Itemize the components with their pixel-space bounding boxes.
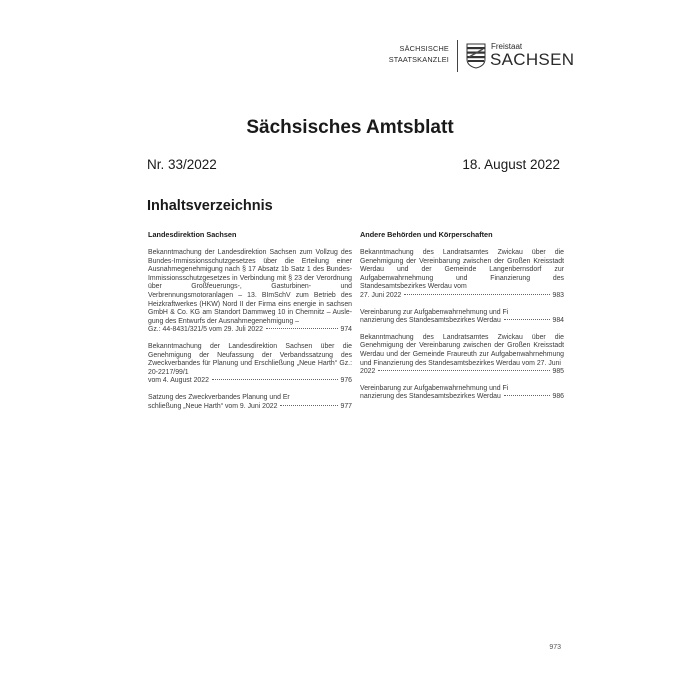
toc-heading: Inhaltsverzeichnis xyxy=(147,198,273,214)
dot-leader xyxy=(378,370,549,371)
toc-page-ref: 976 xyxy=(340,377,352,385)
dot-leader xyxy=(212,379,338,380)
toc-entry-text: Satzung des Zweckverbandes Planung und Er xyxy=(148,393,290,401)
section-heading: Landesdirektion Sachsen xyxy=(148,230,237,239)
toc-entry[interactable] xyxy=(360,385,564,402)
dot-leader xyxy=(404,294,549,295)
toc-entry[interactable] xyxy=(148,343,352,386)
saxony-crest-icon xyxy=(466,43,486,69)
dot-leader xyxy=(266,328,338,329)
toc-entry-last-line xyxy=(360,292,564,301)
toc-page-ref: 977 xyxy=(340,402,352,410)
toc-entry-text: Bekanntmachung der Landesdirektion Sachsen über die Genehmigung der Neufassung der Verbandssatzung des Zweckverbandes für Planung und Erschließung „Neue Harth“ Gz.: 20-2217/99/1 xyxy=(148,342,352,376)
freistaat-label: Freistaat xyxy=(491,42,523,51)
logo-divider xyxy=(457,40,458,72)
toc-entry-text-end: 27. Juni 2022 xyxy=(360,291,402,299)
toc-page-ref: 986 xyxy=(552,393,564,401)
staatskanzlei-line1: SÄCHSISCHE xyxy=(399,44,449,53)
toc-entry-last-line xyxy=(148,403,352,412)
toc-page-ref: 985 xyxy=(552,368,564,376)
toc-entry-text: Vereinbarung zur Aufgabenwahrnehmung und Fi xyxy=(360,384,509,392)
toc-entry-last-line xyxy=(148,326,352,335)
toc-page-ref: 974 xyxy=(340,326,352,334)
staatskanzlei-line2: STAATSKANZLEI xyxy=(388,55,449,64)
dot-leader xyxy=(504,395,550,396)
toc-entry-text-end: nanzierung des Standesamtsbezirkes Werdau xyxy=(360,393,501,401)
toc-entry-text-end: 2022 xyxy=(360,368,376,376)
toc-page-ref: 984 xyxy=(552,317,564,325)
toc-entry-last-line xyxy=(360,368,564,377)
toc-page-ref: 983 xyxy=(552,291,564,299)
section-heading: Andere Behörden und Körperschaften xyxy=(360,230,493,239)
page-title: Sächsisches Amtsblatt xyxy=(246,117,454,138)
toc-entry-text-end: nanzierung des Standesamtsbezirkes Werdau xyxy=(360,317,501,325)
toc-entry-last-line xyxy=(360,393,564,402)
page-number: 973 xyxy=(549,644,561,651)
toc-entry-text: Vereinbarung zur Aufgabenwahrnehmung und Fi xyxy=(360,308,509,316)
toc-entry-text-end: Gz.: 44-8431/321/5 vom 29. Juli 2022 xyxy=(148,326,263,334)
toc-entry-last-line xyxy=(148,377,352,386)
dot-leader xyxy=(280,405,337,406)
issue-date: 18. August 2022 xyxy=(462,157,560,172)
toc-entry[interactable] xyxy=(360,249,564,301)
toc-entry[interactable] xyxy=(148,249,352,335)
toc-column-right xyxy=(360,230,564,410)
toc-entry[interactable] xyxy=(360,334,564,377)
toc-column-left xyxy=(148,230,352,419)
toc-entry-text: Bekanntmachung des Landratsamtes Zwickau über die Genehmigung der Vereinbarung zwischen der Großen Kreisstadt Werdau und der Gemeinde Langenbernsdorf zur Aufgabenwahrnehmung und Finanzierung des Standesamtsbezirkes Werdau vom xyxy=(360,249,564,291)
dot-leader xyxy=(504,319,550,320)
toc-entry[interactable] xyxy=(148,394,352,411)
toc-entry-text: Bekanntmachung der Landesdirektion Sachsen zum Vollzug des Bundes-Immissionsschutzgesetzes über die Erteilung einer Ausnahmegenehmigung nach § 17 Absatz 1b Satz 1 des Bundes-Immissionsschutzgesetzes in Verbindung mit § 23 der Verordnung über Großfeuerungs-, Gasturbinen- und Verbrennungsmotoranlagen – 13. BImSchV zum Betrieb des Heizkraftwerkes (HKW) Nord II der Firma eins energie in sachsen GmbH & Co. KG am Standort Dammweg 10 in Chemnitz – Auslegung des Entwurfs der Ausnahmegenehmigung – xyxy=(148,249,352,325)
toc-entry[interactable] xyxy=(360,309,564,326)
header-logo xyxy=(383,40,575,76)
sachsen-label: SACHSEN xyxy=(490,50,575,69)
issue-number: Nr. 33/2022 xyxy=(147,157,217,172)
staatskanzlei-label xyxy=(383,43,449,65)
toc-entry-text-end: schließung „Neue Harth“ vom 9. Juni 2022 xyxy=(148,402,278,410)
toc-entry-text: Bekanntmachung des Landratsamtes Zwickau über die Genehmigung der Vereinbarung zwischen der Großen Kreisstadt Werdau und der Gemeinde Fraureuth zur Aufgabenwahrnehmung und Finanzierung des Standesamtsbezirkes Werdau vom 27. Juni xyxy=(360,333,564,367)
toc-entry-text-end: vom 4. August 2022 xyxy=(148,377,209,385)
toc-entry-last-line xyxy=(360,317,564,326)
